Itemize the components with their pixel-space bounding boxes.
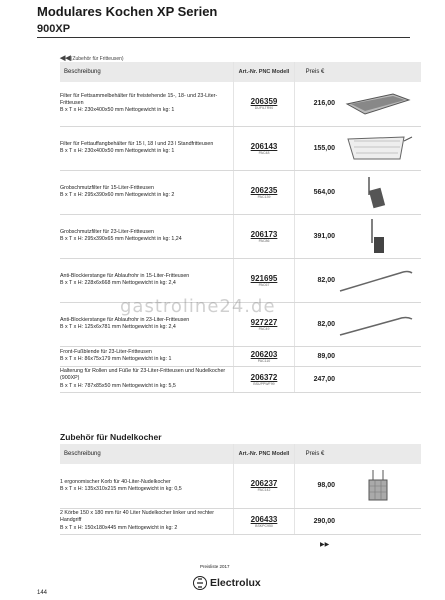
art-number[interactable]: 206203: [250, 349, 278, 359]
product-image: [335, 302, 421, 346]
product-image: [335, 170, 421, 214]
breadcrumb-label: (Zubehör für Fritteusen): [70, 56, 124, 62]
art-number[interactable]: 206143: [250, 141, 278, 151]
back-arrows-icon[interactable]: ◀◀: [60, 55, 71, 62]
product-image: [335, 82, 421, 126]
title-rule: [37, 37, 410, 38]
table-row: Front-Fußblende für 23-Liter-Fritteusen B x T x H: 86x75x179 mm Nettogewicht in kg: 1 206203 PAC110 89,00: [60, 346, 421, 366]
table-row: Anti-Blockierstange für Ablaufrohr in 15-Liter-Fritteusen B x T x H: 228x6x668 mm Nettogewicht in kg: 2,4 921695 PAC67 82,00: [60, 258, 421, 302]
art-number[interactable]: 206237: [250, 479, 278, 489]
section-title: Zubehör für Nudelkocher: [60, 432, 162, 442]
breadcrumb[interactable]: [60, 54, 124, 62]
art-number[interactable]: 206173: [250, 229, 278, 239]
price: 564,00: [295, 170, 336, 214]
product-image: [335, 126, 421, 170]
art-number[interactable]: 927227: [250, 317, 278, 327]
table-row: 2 Körbe 150 x 180 mm für 40 Liter Nudelkocher linker und rechter Handgriff B x T x H: 150x180x445 mm Nettogewicht in kg: 2 206433 BSKPC950 290,00: [60, 508, 421, 534]
accessory-table-pasta: [60, 444, 421, 535]
product-image: [335, 464, 421, 508]
table-header: [60, 62, 421, 82]
price: 89,00: [295, 346, 336, 366]
accessory-table-fryers: [60, 62, 421, 393]
watermark: gastroline24.de: [120, 296, 276, 317]
next-arrows-icon[interactable]: ▶▶: [320, 542, 330, 548]
art-number[interactable]: 921695: [250, 273, 278, 283]
col-art: Art.-Nr. PNC Modell: [234, 444, 295, 464]
table-row: Halterung für Rollen und Füße für 23-Liter-Fritteusen und Nudelkocher (900XP) B x T x H: 787x85x50 mm Nettogewicht in kg: 5,5 206372 BSUPPWF99 247,00: [60, 366, 421, 392]
art-number[interactable]: 206235: [250, 185, 278, 195]
table-row: Anti-Blockierstange für Ablaufrohr in 23-Liter-Fritteusen B x T x H: 125x6x781 mm Nettogewicht in kg: 2,4 927227 PAC49 82,00: [60, 302, 421, 346]
price-list-year: Preisliste 2017: [200, 564, 230, 569]
price: 155,00: [295, 126, 336, 170]
col-art: Art.-Nr. PNC Modell: [234, 62, 295, 82]
price: 98,00: [295, 464, 336, 508]
price: 247,00: [295, 366, 336, 392]
col-price: Preis €: [295, 444, 336, 464]
brand-logo: Electrolux: [193, 576, 261, 590]
page-subtitle: 900XP: [37, 23, 71, 35]
table-row: Grobschmutzfilter für 15-Liter-Fritteusen B x T x H: 295x390x60 mm Nettogewicht in kg: 2 206235 PAC139 564,00: [60, 170, 421, 214]
art-number[interactable]: 206372: [250, 372, 278, 382]
product-image: [335, 258, 421, 302]
table-row: Filter für Fettauffangbehälter für 15 l, 18 l und 23 l Standfritteusen B x T x H: 230x400x50 mm Nettogewicht in kg: 1 206143 PAC48 155,00: [60, 126, 421, 170]
price: 82,00: [295, 258, 336, 302]
table-row: Grobschmutzfilter für 23-Liter-Fritteusen B x T x H: 295x390x65 mm Nettogewicht in kg: 1,24 206173 PAC86 391,00: [60, 214, 421, 258]
price: 290,00: [295, 508, 336, 534]
electrolux-icon: [193, 576, 207, 590]
price: 82,00: [295, 302, 336, 346]
art-number[interactable]: 206433: [250, 514, 278, 524]
page-number: 144: [37, 590, 48, 596]
page-title: Modulares Kochen XP Serien: [37, 4, 218, 19]
col-price: Preis €: [295, 62, 336, 82]
art-number[interactable]: 206359: [250, 97, 278, 107]
product-image: [335, 214, 421, 258]
table-header: [60, 444, 421, 464]
col-description: Beschreibung: [64, 450, 101, 457]
col-description: Beschreibung: [64, 68, 101, 75]
price: 216,00: [295, 82, 336, 126]
price: 391,00: [295, 214, 336, 258]
table-row: Filter für Fettsammelbehälter für freistehende 15-, 18- und 23-Liter-Fritteusen B x T x H: 230x400x50 mm Nettogewicht in kg: 1 206359 DUFILTR90 216,00: [60, 82, 421, 126]
table-row: 1 ergonomischer Korb für 40-Liter-Nudelkocher B x T x H: 135x310x215 mm Nettogewicht in kg: 0,5 206237 PAC142 98,00: [60, 464, 421, 508]
